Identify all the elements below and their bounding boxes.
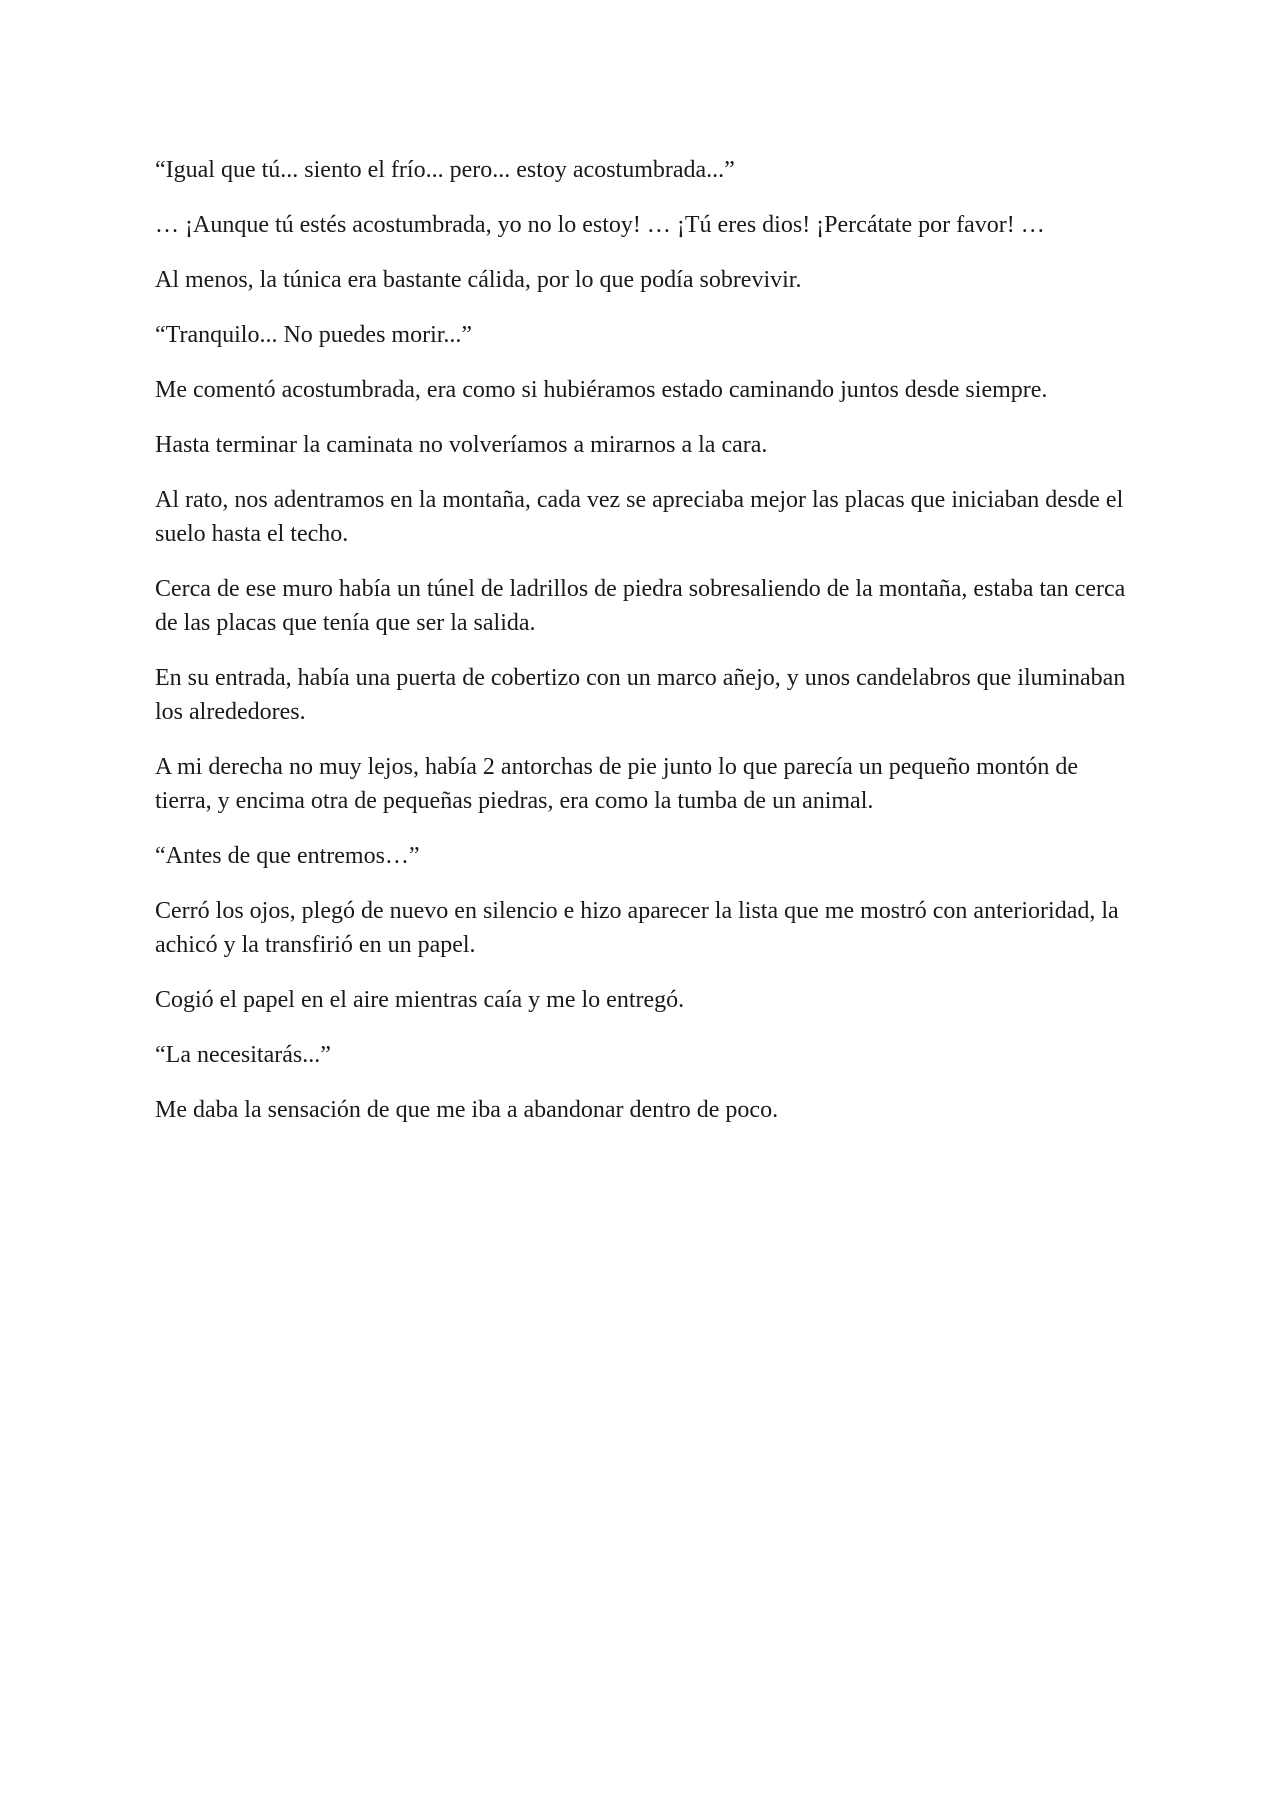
paragraph-5: Me comentó acostumbrada, era como si hubiéramos estado caminando juntos desde siempre.: [155, 377, 1048, 403]
paragraph-7: Al rato, nos adentramos en la montaña, cada vez se apreciaba mejor las placas que iniciaban desde el suelo hasta el techo.: [155, 487, 1124, 547]
paragraph-11: “Antes de que entremos…”: [155, 843, 420, 869]
paragraph-4: “Tranquilo... No puedes morir...”: [155, 322, 473, 348]
document-body: [155, 153, 1130, 1148]
paragraph-13: Cogió el papel en el aire mientras caía y me lo entregó.: [155, 987, 685, 1013]
paragraph-15: Me daba la sensación de que me iba a abandonar dentro de poco.: [155, 1097, 779, 1123]
paragraph-9: En su entrada, había una puerta de cobertizo con un marco añejo, y unos candelabros que iluminaban los alrededores.: [155, 665, 1126, 725]
paragraph-1: “Igual que tú... siento el frío... pero... estoy acostumbrada...”: [155, 157, 735, 183]
paragraph-6: Hasta terminar la caminata no volveríamos a mirarnos a la cara.: [155, 432, 768, 458]
paragraph-3: Al menos, la túnica era bastante cálida, por lo que podía sobrevivir.: [155, 267, 802, 293]
paragraph-8: Cerca de ese muro había un túnel de ladrillos de piedra sobresaliendo de la montaña, estaba tan cerca de las placas que tenía que ser la salida.: [155, 576, 1126, 636]
paragraph-14: “La necesitarás...”: [155, 1042, 331, 1068]
paragraph-2: … ¡Aunque tú estés acostumbrada, yo no lo estoy! … ¡Tú eres dios! ¡Percátate por favor! …: [155, 212, 1045, 238]
paragraph-10: A mi derecha no muy lejos, había 2 antorchas de pie junto lo que parecía un pequeño montón de tierra, y encima otra de pequeñas piedras, era como la tumba de un animal.: [155, 754, 1079, 814]
paragraph-12: Cerró los ojos, plegó de nuevo en silencio e hizo aparecer la lista que me mostró con anterioridad, la achicó y la transfirió en un papel.: [155, 898, 1119, 958]
